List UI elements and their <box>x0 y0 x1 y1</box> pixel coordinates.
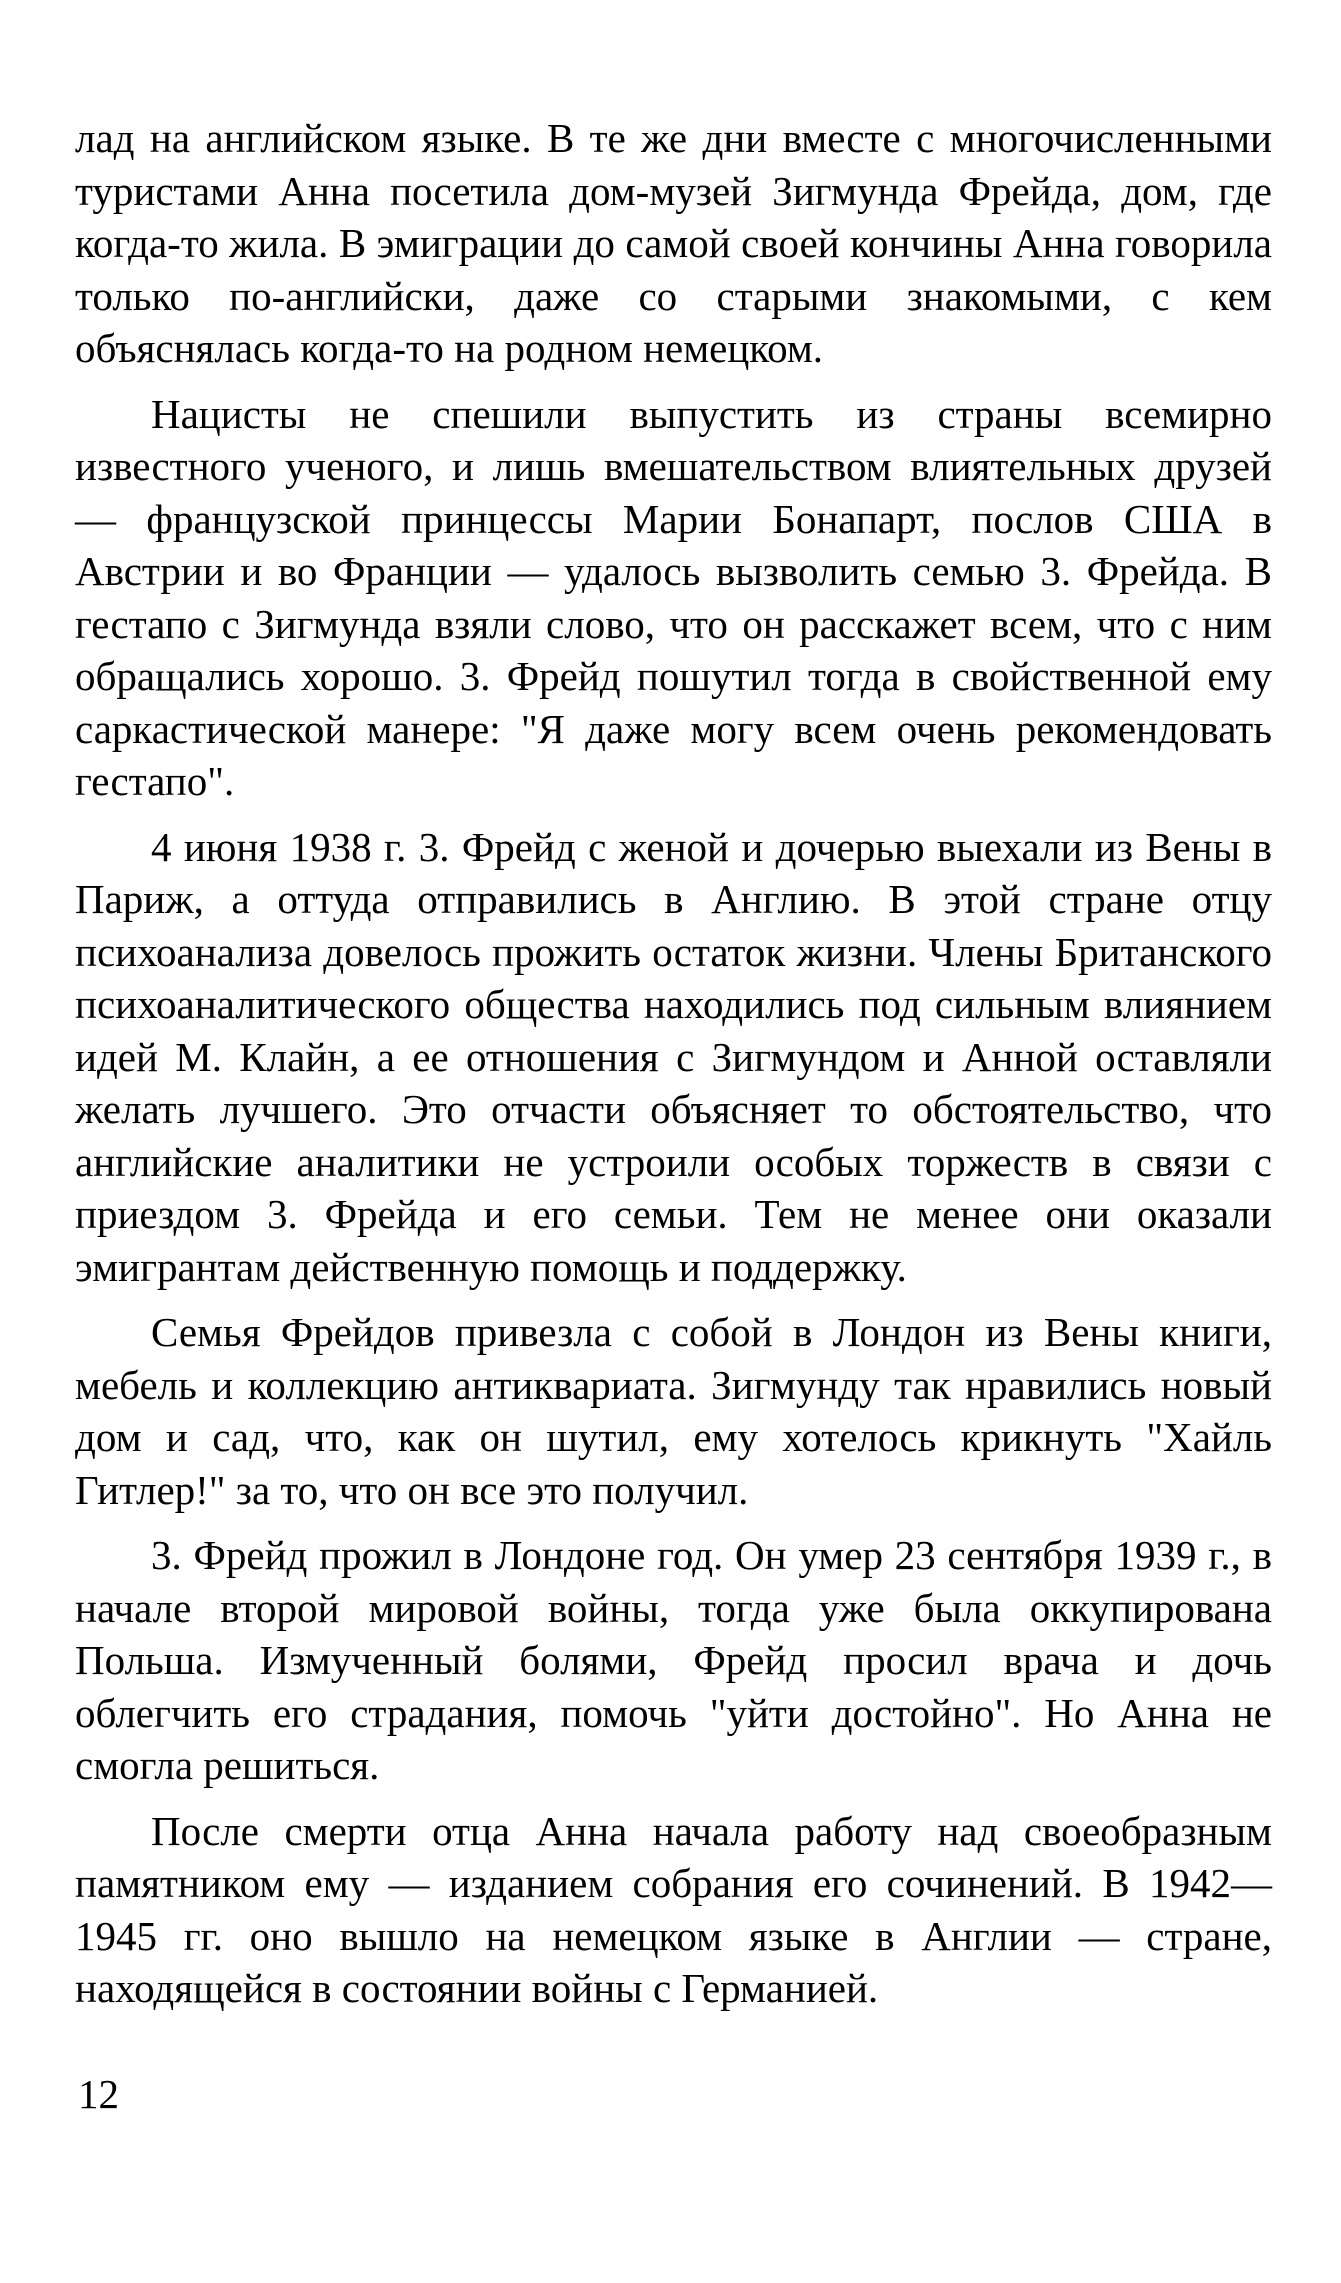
paragraph-1: лад на английском языке. В те же дни вместе с многочисленными туристами Анна посетила дом-музей Зигмунда Фрейда, дом, где когда-то жила. В эмиграции до самой своей кончины Анна говорила только по-английски, даже со старыми знакомыми, с кем объяснялась когда-то на родном немецком. <box>75 115 1272 371</box>
page-body <box>75 112 1272 2028</box>
paragraph-6: После смерти отца Анна начала работу над своеобразным памятником ему — изданием собрания его сочинений. В 1942—1945 гг. оно вышло на немецком языке в Англии — стране, находящейся в состоянии войны с Германией. <box>75 1807 1272 2011</box>
paragraph-4: Семья Фрейдов привезла с собой в Лондон из Вены книги, мебель и коллекцию антиквариата. Зигмунду так нравились новый дом и сад, что, как он шутил, ему хотелось крикнуть "Хайль Гитлер!" за то, что он все это получил. <box>75 1309 1272 1513</box>
paragraph-5: 3. Фрейд прожил в Лондоне год. Он умер 23 сентября 1939 г., в начале второй мировой войны, тогда уже была оккупирована Польша. Измученный болями, Фрейд просил врача и дочь облегчить его страдания, помочь "уйти достойно". Но Анна не смогла решиться. <box>75 1532 1272 1788</box>
paragraph-3: 4 июня 1938 г. 3. Фрейд с женой и дочерью выехали из Вены в Париж, а оттуда отправились в Англию. В этой стране отцу психоанализа довелось прожить остаток жизни. Члены Британского психоаналитического общества находились под сильным влиянием идей М. Клайн, а ее отношения с Зигмундом и Анной оставляли желать лучшего. Это отчасти объясняет то обстоятельство, что английские аналитики не устроили особых торжеств в связи с приездом 3. Фрейда и его семьи. Тем не менее они оказали эмигрантам действенную помощь и поддержку. <box>75 823 1272 1290</box>
paragraph-2: Нацисты не спешили выпустить из страны всемирно известного ученого, и лишь вмешательством влиятельных друзей — французской принцессы Марии Бонапарт, послов США в Австрии и во Франции — удалось вызволить семью 3. Фрейда. В гестапо с Зигмунда взяли слово, что он расскажет всем, что с ним обращались хорошо. 3. Фрейд пошутил тогда в свойственной ему саркастической манере: "Я даже могу всем очень рекомендовать гестапо". <box>75 390 1272 804</box>
page-number: 12 <box>78 2071 119 2117</box>
